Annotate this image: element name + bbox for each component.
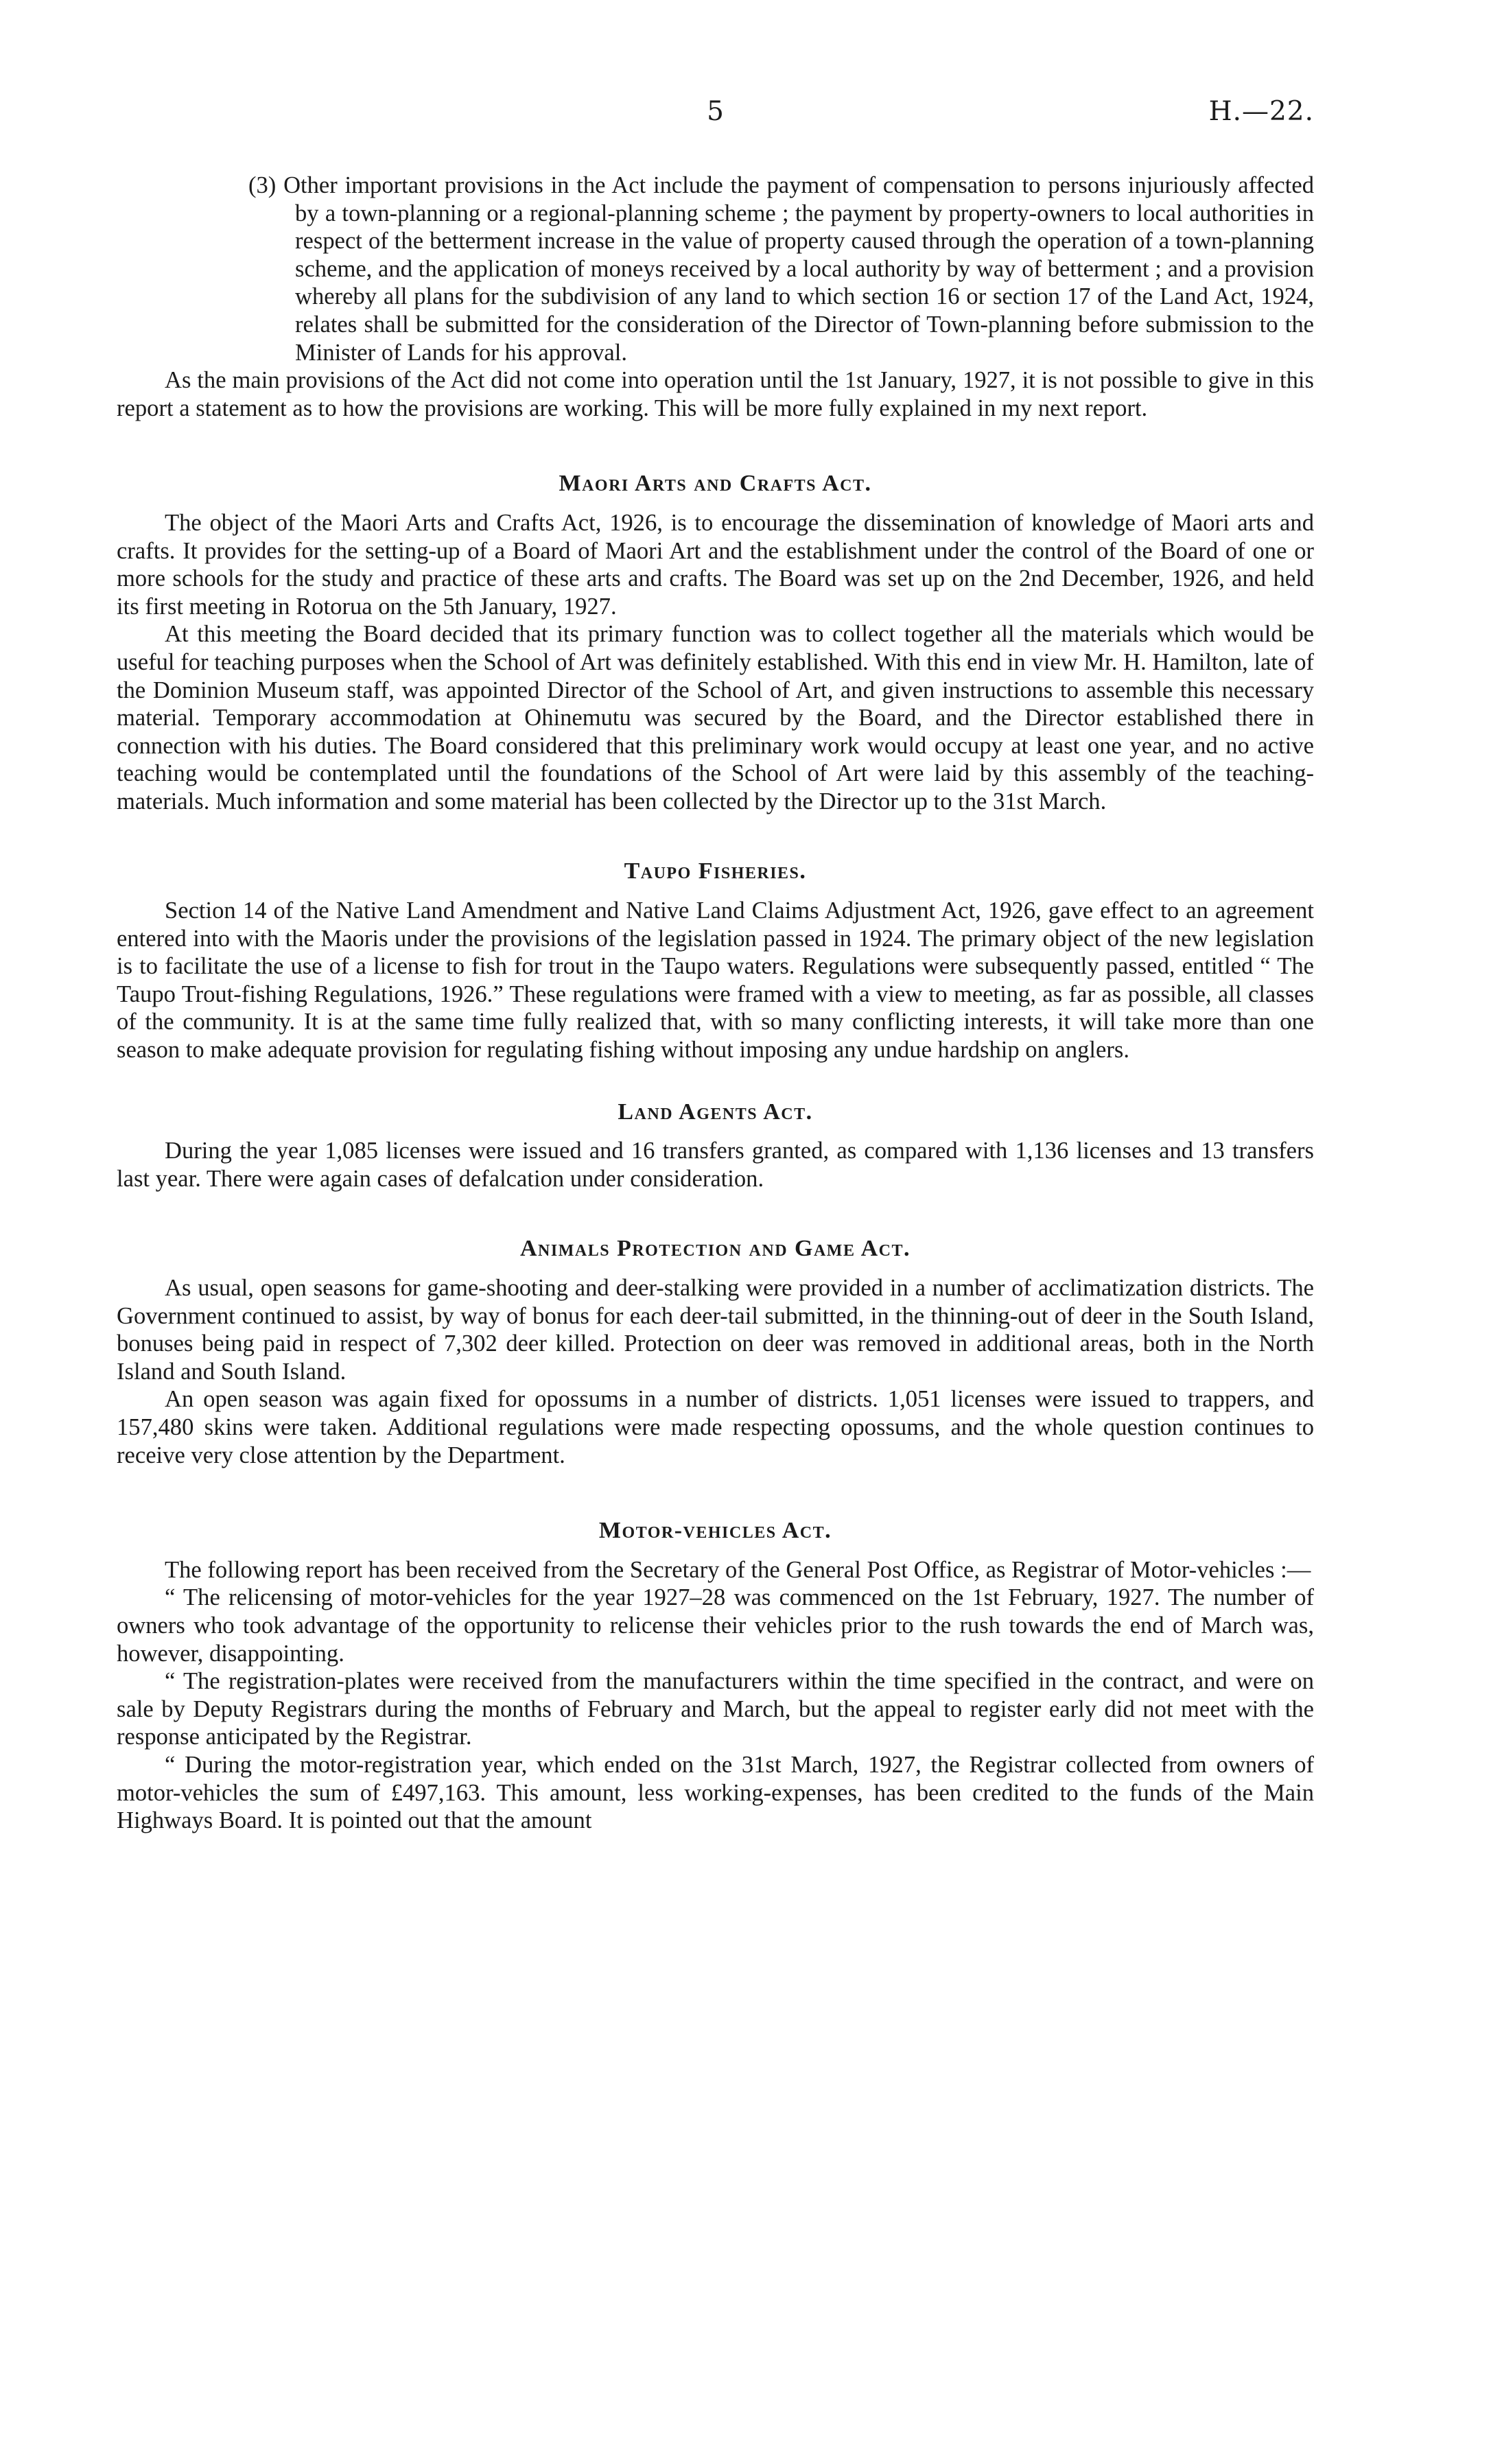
motor-paragraph-4: “ During the motor-registration year, which ended on the 31st March, 1927, the Registrar collected from owners of motor-vehicles the sum of £497,163. This amount, less working-expenses, has been credited to the funds of the Main Highways Board. It is pointed out that the amount (117, 1751, 1314, 1834)
maori-arts-paragraph-2: At this meeting the Board decided that its primary function was to collect together all the materials which would be useful for teaching purposes when the School of Art was definitely established. With this end in view Mr. H. Hamilton, late of the Dominion Museum staff, was appointed Director of the School of Art, and given instructions to assemble this necessary material. Temporary accommodation at Ohinemutu was secured by the Board, and the Director established there in connection with his duties. The Board considered that this preliminary work would occupy at least one year, and no active teaching would be contemplated until the foundations of the School of Art were laid by this assembly of the teaching-materials. Much information and some material has been collected by the Director up to the 31st March. (117, 621, 1314, 814)
land-agents-paragraph: During the year 1,085 licenses were issued and 16 transfers granted, as compared with 1,136 licenses and 13 transfers last year. There were again cases of defalcation under consideration. (117, 1138, 1314, 1192)
taupo-paragraph: Section 14 of the Native Land Amendment and Native Land Claims Adjustment Act, 1926, gave effect to an agreement entered into with the Maoris under the provisions of the legislation passed in 1924. The primary object of the new legislation is to facilitate the use of a license to fish for trout in the Taupo waters. Regulations were subsequently passed, entitled “ The Taupo Trout-fishing Regulations, 1926.” These regulations were framed with a view to meeting, as far as possible, all classes of the community. It is at the same time fully realized that, with so many conflicting interests, it will take more than one season to make adequate provision for regulating fishing without imposing any undue hardship on anglers. (117, 897, 1314, 1064)
maori-arts-paragraph-1: The object of the Maori Arts and Crafts Act, 1926, is to encourage the dissemination of knowledge of Maori arts and crafts. It provides for the setting-up of a Board of Maori Art and the establishment under the control of the Board of one or more schools for the study and practice of these arts and crafts. The Board was set up on the 2nd December, 1926, and held its first meeting in Rotorua on the 5th January, 1927. (117, 509, 1314, 620)
provision-item-3: (3) Other important provisions in the Act include the payment of compensation to persons injuriously affected by a town-planning or a regional-planning scheme ; the payment by property-owners to local authorities in respect of the betterment increase in the value of property caused through the operation of a town-planning scheme, and the application of moneys received by a local authority by way of betterment ; and a provision whereby all plans for the subdivision of any land to which section 16 or section 17 of the Land Act, 1924, relates shall be submitted for the consideration of the Director of Town-planning before submission to the Minister of Lands for his approval. (248, 172, 1314, 366)
animals-paragraph-1: As usual, open seasons for game-shooting and deer-stalking were provided in a number of acclimatization districts. The Government continued to assist, by way of bonus for each deer-tail submitted, in the thinning-out of deer in the South Island, bonuses being paid in respect of 7,302 deer killed. Protection on deer was removed in additional areas, both in the North Island and South Island. (117, 1275, 1314, 1385)
page-header (117, 96, 1314, 137)
heading-maori-arts: Maori Arts and Crafts Act. (559, 471, 872, 497)
heading-land-agents: Land Agents Act. (618, 1099, 813, 1125)
page-number: 5 (707, 96, 724, 127)
motor-paragraph-3: “ The registration-plates were received from the manufacturers within the time specified in the contract, and were on sale by Deputy Registrars during the months of February and March, but the appeal to register early did not meet with the response anticipated by the Registrar. (117, 1668, 1314, 1750)
intro-paragraph: As the main provisions of the Act did not come into operation until the 1st January, 1927, it is not possible to give in this report a statement as to how the provisions are working. This will be more fully explained in my next report. (117, 367, 1314, 421)
heading-taupo-fisheries: Taupo Fisheries. (624, 858, 807, 884)
page-body (117, 172, 1314, 1835)
motor-paragraph-1: The following report has been received from the Secretary of the General Post Office, as Registrar of Motor-vehicles :— (165, 1556, 1311, 1583)
motor-paragraph-2: “ The relicensing of motor-vehicles for the year 1927–28 was commenced on the 1st February, 1927. The number of owners who took advantage of the opportunity to relicense their vehicles prior to the rush towards the end of March was, however, disappointing. (117, 1584, 1314, 1667)
animals-paragraph-2: An open season was again fixed for opossums in a number of districts. 1,051 licenses were issued to trappers, and 157,480 skins were taken. Additional regulations were made respecting opossums, and the whole question continues to receive very close attention by the Department. (117, 1386, 1314, 1468)
heading-motor-vehicles: Motor-vehicles Act. (598, 1518, 832, 1544)
heading-animals-protection: Animals Protection and Game Act. (520, 1236, 911, 1262)
document-reference: H.—22. (1208, 96, 1314, 127)
